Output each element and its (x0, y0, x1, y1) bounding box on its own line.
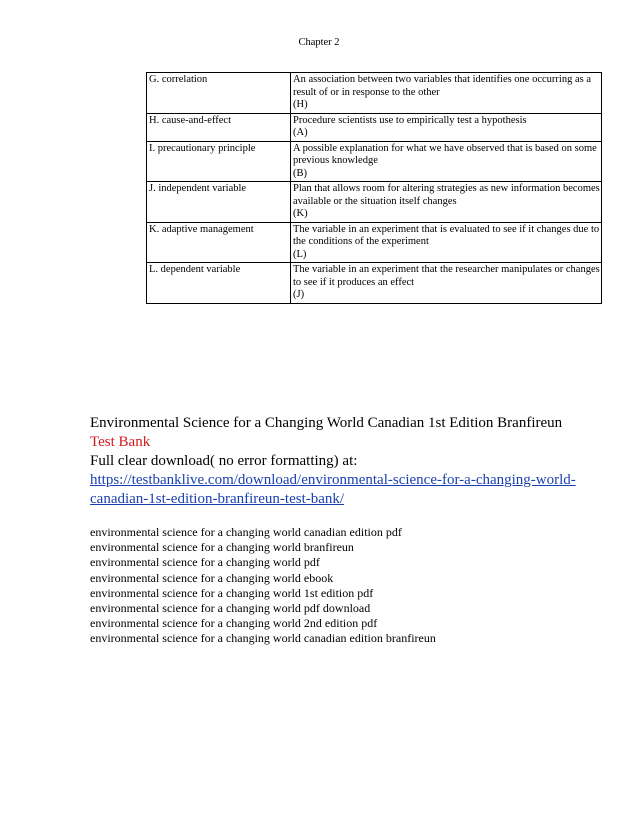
table-row (147, 73, 602, 114)
table-row (147, 113, 602, 141)
list-item: environmental science for a changing world 1st edition pdf (90, 585, 374, 600)
terms-table (146, 72, 602, 304)
answer-letter: (J) (293, 289, 305, 300)
definition-text: The variable in an experiment that the researcher manipulates or changes to see if it produces an effect (293, 264, 600, 288)
answer-letter: (K) (293, 208, 308, 219)
definition-cell (291, 263, 602, 304)
definition-text: Plan that allows room for altering strategies as new information becomes available or the situation itself changes (293, 183, 600, 207)
list-item: environmental science for a changing world ebook (90, 570, 334, 585)
definition-cell (291, 113, 602, 141)
answer-letter: (A) (293, 127, 308, 138)
answer-letter: (L) (293, 248, 307, 260)
term-cell: L. dependent variable (147, 263, 291, 304)
answer-letter: (B) (293, 167, 307, 179)
term-cell: I. precautionary principle (147, 141, 291, 182)
chapter-header: Chapter 2 (298, 37, 340, 48)
answer-letter: (H) (293, 99, 308, 110)
list-item: environmental science for a changing world canadian edition pdf (90, 525, 402, 539)
table-row (147, 263, 602, 304)
table-row (147, 141, 602, 182)
download-link[interactable]: https://testbanklive.com/download/environmental-science-for-a-changing-world-canadian-1st-edition-branfireun-test-bank/ (90, 472, 576, 507)
list-item: environmental science for a changing world pdf download (90, 601, 371, 616)
definition-cell (291, 73, 602, 114)
definition-cell (291, 141, 602, 182)
book-title: Environmental Science for a Changing World Canadian 1st Edition Branfireun (90, 415, 563, 431)
list-item: environmental science for a changing world branfireun (90, 540, 354, 555)
keyword-list (90, 525, 610, 647)
term-cell: H. cause-and-effect (147, 113, 291, 141)
table-row (147, 222, 602, 263)
definition-text: The variable in an experiment that is evaluated to see if it changes due to the conditions of the experiment (293, 223, 600, 247)
table-row (147, 182, 602, 223)
definition-text: Procedure scientists use to empirically test a hypothesis (293, 114, 527, 126)
list-item: environmental science for a changing world canadian edition branfireun (90, 631, 436, 646)
definition-cell (291, 182, 602, 223)
definition-text: A possible explanation for what we have observed that is based on some previous knowledge (293, 142, 597, 166)
list-item: environmental science for a changing world 2nd edition pdf (90, 616, 378, 631)
term-cell: K. adaptive management (147, 222, 291, 263)
test-bank-label: Test Bank (90, 434, 151, 450)
promo-block (90, 414, 610, 509)
definition-text: An association between two variables that identifies one occurring as a result of or in response to the other (293, 74, 591, 98)
term-cell: J. independent variable (147, 182, 291, 223)
definition-cell (291, 222, 602, 263)
list-item: environmental science for a changing world pdf (90, 555, 320, 570)
term-cell: G. correlation (147, 73, 291, 114)
download-text: Full clear download( no error formatting) at: (90, 453, 358, 469)
